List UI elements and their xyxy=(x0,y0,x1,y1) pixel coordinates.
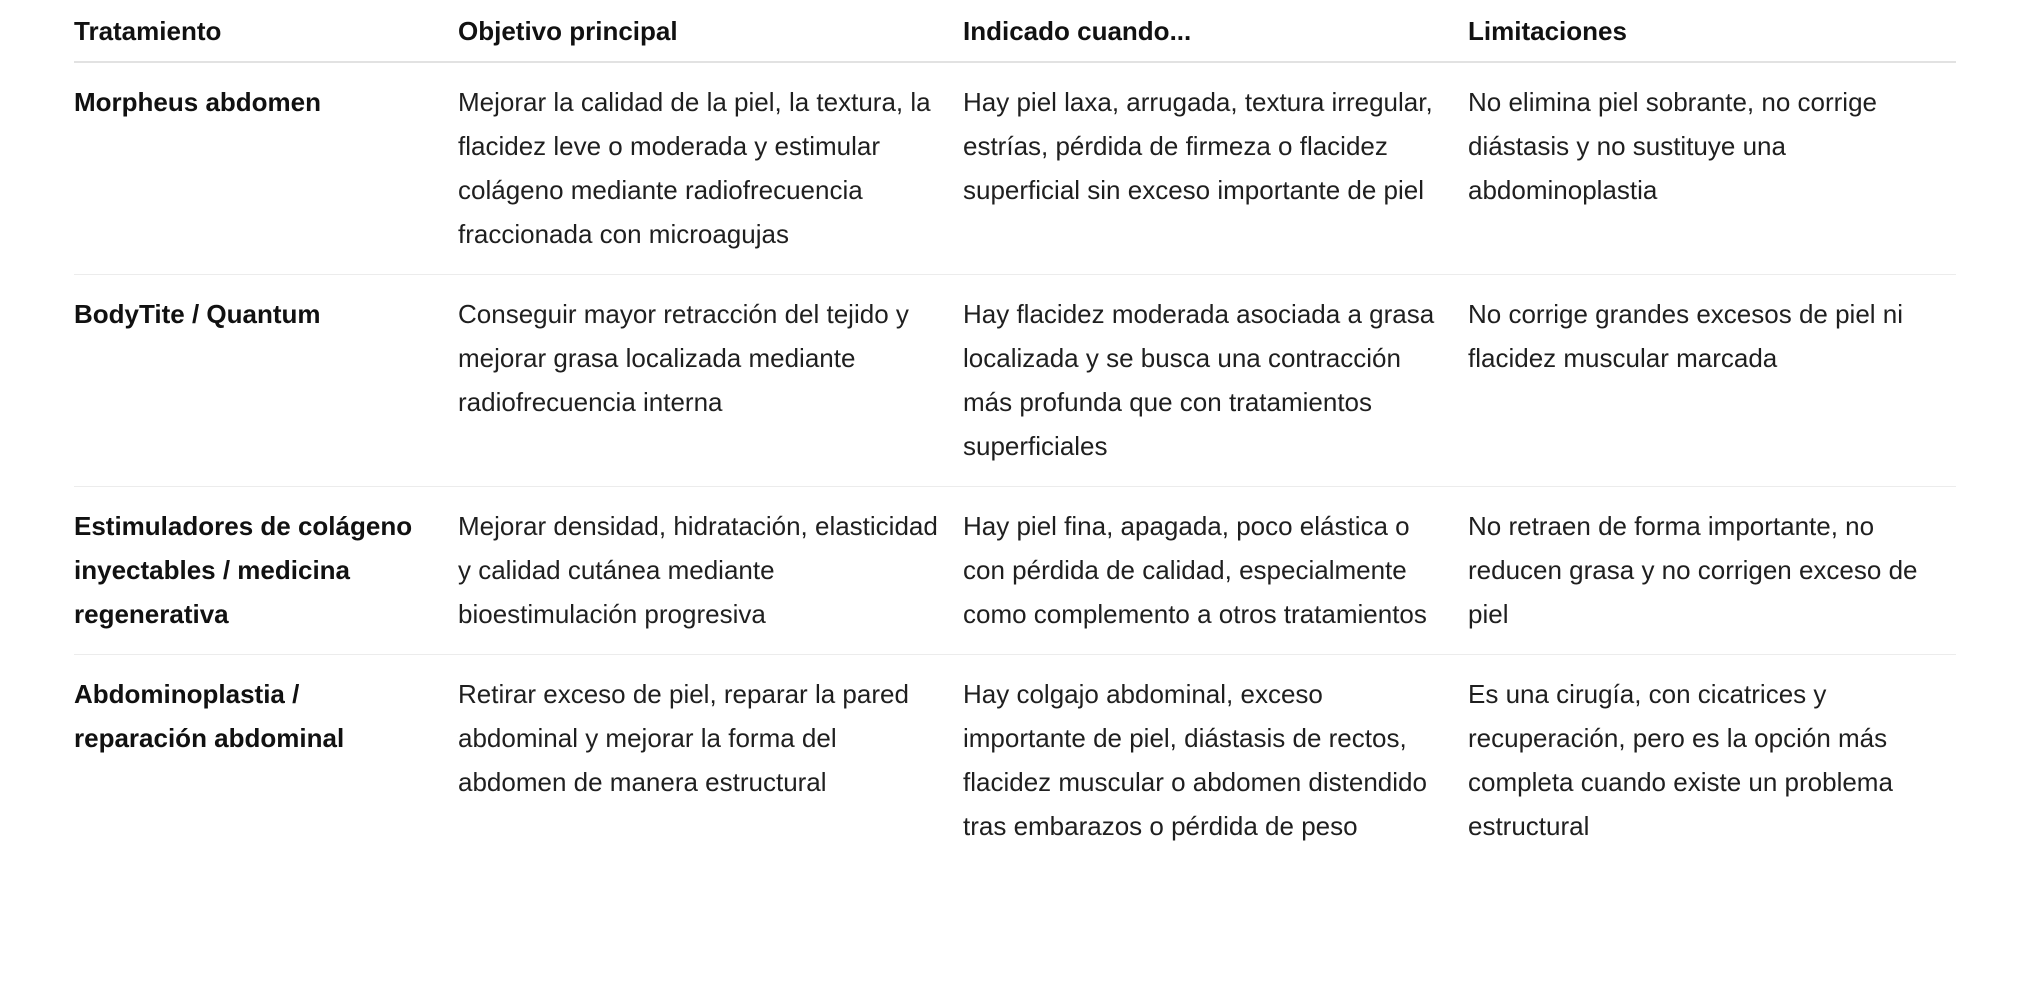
treatment-name: Abdominoplastia / reparación abdominal xyxy=(74,679,345,753)
table-row xyxy=(74,62,1956,275)
treatment-name: Estimuladores de colágeno inyectables / medicina regenerativa xyxy=(74,487,458,655)
header-treatment: Tratamiento xyxy=(74,0,458,62)
limitations-cell: No retraen de forma importante, no reducen grasa y no corrigen exceso de piel xyxy=(1468,487,1956,655)
objective-cell: Mejorar densidad, hidratación, elasticidad y calidad cutánea mediante bioestimulación progresiva xyxy=(458,487,963,655)
header-row xyxy=(74,0,1956,62)
table-row xyxy=(74,487,1956,655)
indicated-cell: Hay piel laxa, arrugada, textura irregular, estrías, pérdida de firmeza o flacidez superficial sin exceso importante de piel xyxy=(963,62,1468,275)
treatment-name: Morpheus abdomen xyxy=(74,62,458,275)
header-indicated: Indicado cuando... xyxy=(963,0,1468,62)
indicated-cell: Hay colgajo abdominal, exceso importante de piel, diástasis de rectos, flacidez muscular o abdomen distendido tras embarazos o pérdida de peso xyxy=(963,679,1427,841)
indicated-cell: Hay flacidez moderada asociada a grasa localizada y se busca una contracción más profunda que con tratamientos superficiales xyxy=(963,275,1468,487)
treatment-comparison-table-container xyxy=(74,0,1956,866)
treatment-comparison-table xyxy=(74,0,1956,866)
objective-cell: Mejorar la calidad de la piel, la textura, la flacidez leve o moderada y estimular colágeno mediante radiofrecuencia fraccionada con microagujas xyxy=(458,62,963,275)
limitations-cell: No corrige grandes excesos de piel ni flacidez muscular marcada xyxy=(1468,275,1956,487)
table-header xyxy=(74,0,1956,62)
indicated-cell: Hay piel fina, apagada, poco elástica o con pérdida de calidad, especialmente como complemento a otros tratamientos xyxy=(963,487,1468,655)
table-row xyxy=(74,275,1956,487)
treatment-name: BodyTite / Quantum xyxy=(74,275,458,487)
header-objective: Objetivo principal xyxy=(458,0,963,62)
limitations-cell: Es una cirugía, con cicatrices y recuperación, pero es la opción más completa cuando existe un problema estructural xyxy=(1468,679,1893,841)
limitations-cell: No elimina piel sobrante, no corrige diástasis y no sustituye una abdominoplastia xyxy=(1468,62,1956,275)
header-limitations: Limitaciones xyxy=(1468,0,1956,62)
objective-cell: Retirar exceso de piel, reparar la pared abdominal y mejorar la forma del abdomen de manera estructural xyxy=(458,679,909,797)
table-body xyxy=(74,62,1956,866)
objective-cell: Conseguir mayor retracción del tejido y mejorar grasa localizada mediante radiofrecuencia interna xyxy=(458,275,963,487)
table-row xyxy=(74,655,1956,867)
